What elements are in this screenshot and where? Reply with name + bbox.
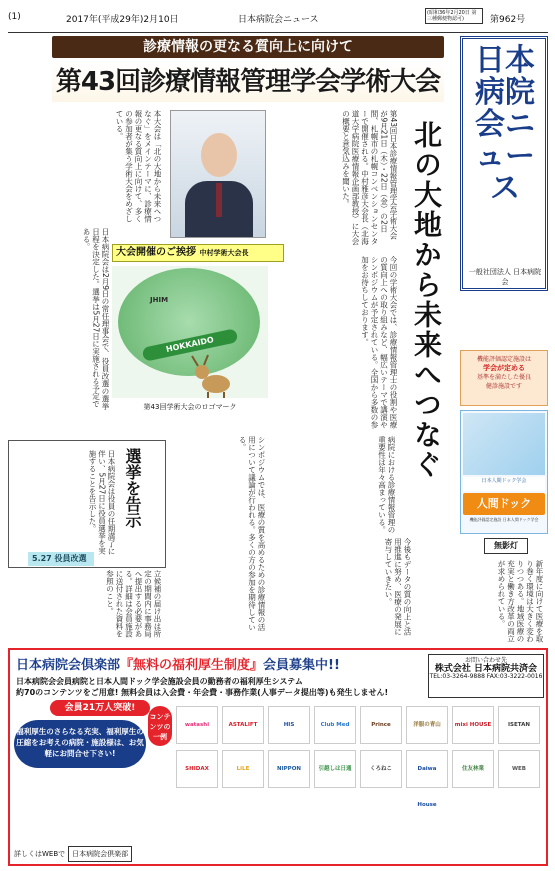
partner-logo[interactable]: watashi: [176, 706, 218, 744]
web-search-box[interactable]: 日本病院会倶楽部: [68, 846, 132, 862]
partner-logo[interactable]: HIS: [268, 706, 310, 744]
contents-badge: コンテンツの一例: [148, 706, 172, 746]
portrait-photo: [170, 110, 266, 238]
club-ad-lines: [16, 676, 426, 698]
dock-ad-button[interactable]: 人間ドック: [463, 493, 545, 515]
partner-logo[interactable]: 洋服の青山: [406, 706, 448, 744]
column-tag: 無影灯: [484, 538, 528, 554]
club-ad-company: [428, 654, 544, 698]
portrait-face: [201, 133, 237, 177]
conference-logo: [112, 266, 268, 398]
partner-logo[interactable]: Daiwa House: [406, 750, 448, 788]
club-ad-web[interactable]: [14, 846, 172, 860]
dock-ad-label: 日本人間ドック学会: [463, 477, 545, 491]
article-col-5: 立候補の届け出は所定の期間内に事務局へ提出する必要がある。詳細は会員施設に送付された資料を参照のこと。: [105, 570, 162, 638]
partner-logo[interactable]: 引越しは日通: [314, 750, 356, 788]
partner-logo[interactable]: くろねこ: [360, 750, 402, 788]
dock-ad-small: 機能評価認定施設 日本人間ドック学会: [469, 517, 539, 522]
club-ad-pitch: 福利厚生のさらなる充実、福利厚生の圧縮をお考えの病院・施設様は、お気軽にお問合せ下さい!: [14, 720, 146, 768]
partner-logo[interactable]: WEB: [498, 750, 540, 788]
header-rule: [8, 32, 548, 33]
article-col-4: 日本病院会は2月9日の常任理事会で、役員改選の選挙日程を決定した。選挙は5月27日に実施される予定である。: [82, 228, 110, 411]
issue-date: 2017年(平成29年)2月10日: [66, 15, 179, 25]
publisher-info: [460, 296, 548, 344]
masthead: [460, 36, 548, 291]
club-ad-title-pre: 日本病院会倶楽部: [16, 658, 121, 673]
masthead-title: 日本病院会ニュース: [475, 43, 535, 206]
partner-logo[interactable]: Prince: [360, 706, 402, 744]
article-col-3: 今回の学術大会では、診療情報管理士の役割や医療の質向上への取り組みなど、幅広いテーマで講演やシンポジウムが予定されている。全国から多数の参加をお待ちしております。: [360, 256, 398, 429]
club-ad-title: [16, 654, 426, 673]
partner-logo-grid: [176, 706, 544, 852]
partner-logo[interactable]: mixi HOUSE: [452, 706, 494, 744]
web-label: 詳しくはWEBで: [14, 850, 66, 858]
greeting-box: [112, 244, 284, 262]
article-col-8: 今後もデータの質の向上と活用推進に努め、医療の発展に寄与していきたい。: [384, 538, 412, 636]
article-col-7: 病院における診療情報管理の重要性は年々高まっている。: [377, 436, 396, 534]
company-label: お問い合わせ先: [464, 657, 507, 664]
election-title: 選挙を告示: [123, 448, 142, 528]
partner-logo[interactable]: NIPPON: [268, 750, 310, 788]
deer-icon: [190, 354, 238, 398]
banner-subtitle: 診療情報の更なる質向上に向けて: [52, 36, 444, 58]
masthead-publisher: 一般社団法人 日本病院会: [468, 268, 542, 286]
partner-logo[interactable]: LiLE: [222, 750, 264, 788]
main-headline: 北の大地から未来へつなぐ: [410, 120, 443, 480]
election-text: 日本病院会は役員の任期満了に伴い、5月27日に役員選挙を実施することを告示した。: [88, 450, 116, 555]
issue-number: 第962号: [490, 15, 526, 25]
dock-ad[interactable]: [460, 410, 548, 534]
banner-title: 第43回診療情報管理学会学術大会: [52, 62, 444, 102]
company-tel: TEL:03-3264-9888 FAX:03-3222-0016: [429, 673, 543, 680]
side-ad-line-3: 基準を満たした優良: [476, 374, 531, 381]
partner-logo[interactable]: SHIDAX: [176, 750, 218, 788]
club-ad-line-2: 約70のコンテンツをご用意! 無料会員は入会費・年会費・事務作業(人事データ提出等)も発生しません!: [16, 688, 389, 697]
greeting-speaker: 中村学術大会長: [199, 249, 249, 257]
partner-logo[interactable]: 住友林業: [452, 750, 494, 788]
election-badge: 5.27 役員改選: [28, 552, 94, 566]
article-col-2: 本大会は「北の大地から未来へつなぐ」をメインテーマに、診療情報の更なる質向上に向けて、多くの参加者が集う学術大会をめざしている。: [115, 110, 162, 223]
logo-hokkaido: HOKKAIDO: [142, 328, 239, 362]
club-ad[interactable]: [8, 648, 548, 866]
portrait-tie: [216, 183, 222, 217]
postal-permit: (昭和36年2月20日 第三種郵便物認可): [425, 8, 483, 24]
club-ad-title-post: 会員募集中!!: [263, 658, 340, 673]
greeting-label: 大会開催のご挨拶: [116, 247, 196, 258]
company-name: 株式会社 日本病院共済会: [434, 664, 538, 674]
logo-circle: [118, 268, 260, 376]
side-ad-line-2: 学会が定める: [483, 364, 525, 372]
logo-caption: 第43回学術大会のロゴマーク: [143, 403, 237, 411]
side-ad-line-1: 機能評価認定施設は: [476, 356, 531, 363]
partner-logo[interactable]: ISETAN: [498, 706, 540, 744]
club-ad-line-1: 日本病院会会員病院と日本人間ドック学会施設会員の勤務者の福利厚生システム: [16, 677, 303, 686]
dock-ad-photo: [463, 413, 545, 475]
partner-logo[interactable]: ASTALIFT: [222, 706, 264, 744]
paper-name: 日本病院会ニュース: [238, 15, 319, 25]
side-ad-line-4: 健診施設です: [485, 383, 522, 390]
article-col-1: 第43回日本診療情報管理学会学術大会が9月21日（木）・22日（金）の2日間、札幌市の札幌コンベンションセンターで開催される。中村雅彦大会長（北海道大学病院医療情報企画部教授）に大会の概要と意気込みを聞いた。: [341, 110, 398, 245]
column-text: 新年度に向けて医療を取り巻く環境は大きく変わりつつある。地域医療の充実と働き方改革の両立が求められている。: [497, 560, 544, 643]
side-ad-top[interactable]: [460, 350, 548, 406]
article-col-6: シンポジウムでは、医療の質を高めるための診療情報の活用について議論が行われる。多くの方の参加を期待している。: [238, 436, 266, 631]
members-badge: 会員21万人突破!: [50, 700, 150, 716]
page-number: (1): [8, 12, 21, 22]
club-ad-title-red: 『無料の福利厚生制度』: [120, 658, 264, 673]
partner-logo[interactable]: Club Med: [314, 706, 356, 744]
page-header: [8, 8, 548, 32]
logo-jhim: JHIM: [150, 296, 169, 304]
